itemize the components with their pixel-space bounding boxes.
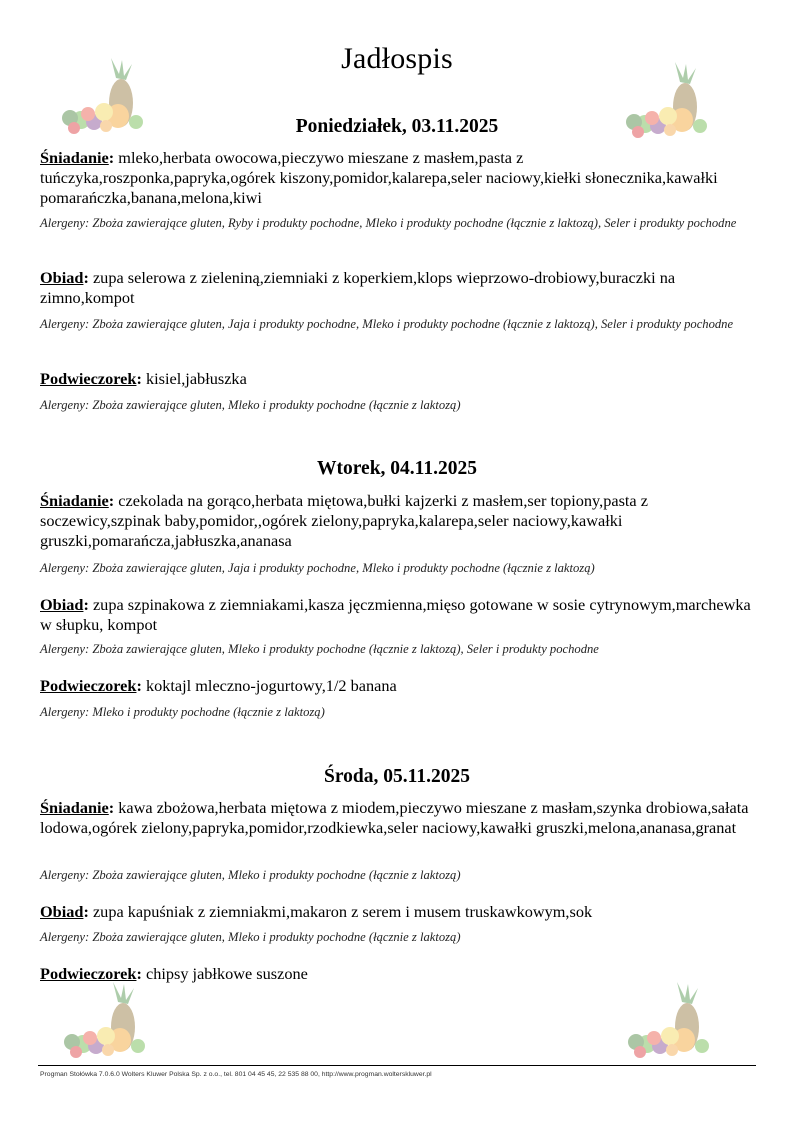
fruit-basket-icon [58,982,158,1062]
meal-lunch [40,268,760,308]
meal-lunch [40,595,760,635]
meal-text: koktajl mleczno-jogurtowy,1/2 banana [145,676,397,695]
allergens-text: Alergeny: Zboża zawierające gluten, Mleko i produkty pochodne (łącznie z laktozą), Seler i produkty pochodne [40,642,599,656]
meal-text: chipsy jabłkowe suszone [145,964,308,983]
meal-label: Śniadanie [40,491,109,510]
meal-colon: : [83,268,89,287]
meal-label: Śniadanie [40,148,109,167]
meal-text: czekolada na gorąco,herbata miętowa,bułki kajzerki z masłem,ser topiony,pasta z soczewicy,szpinak baby,pomidor,,ogórek zielony,papryka,kalarepa,seler naciowy,kawałki gruszki,pomarańcza,jabłuszka,ananasa [40,491,648,550]
meal-breakfast [40,491,760,551]
meal-text: zupa kapuśniak z ziemniakmi,makaron z serem i musem truskawkowym,sok [92,902,593,921]
day-heading: Środa, 05.11.2025 [324,766,470,787]
footer-text: Progman Stołówka 7.0.6.0 Wolters Kluwer Polska Sp. z o.o., tel. 801 04 45 45, 22 535 88 00, http://www.progman.wolterskluwer.pl [40,1071,432,1078]
meal-breakfast [40,798,760,838]
allergens-text: Alergeny: Zboża zawierające gluten, Ryby i produkty pochodne, Mleko i produkty pochodne (łącznie z laktozą), Seler i produkty pochodne [40,216,737,230]
meal-text: kawa zbożowa,herbata miętowa z miodem,pieczywo mieszane z masłam,szynka drobiowa,sałata lodowa,ogórek zielony,papryka,pomidor,rzodkiewka,seler naciowy,kawałki gruszki,melona,ananasa,granat [40,798,749,837]
meal-label: Obiad [40,595,84,614]
meal-label: Obiad [40,902,84,921]
page-title: Jadłospis [341,42,453,75]
meal-snack [40,964,760,984]
allergens-text: Alergeny: Mleko i produkty pochodne (łącznie z laktozą) [40,705,325,719]
fruit-basket-graphic [58,982,158,1062]
meal-snack [40,369,760,389]
meal-lunch [40,902,760,922]
day-heading: Poniedziałek, 03.11.2025 [295,116,499,137]
meal-breakfast [40,148,760,208]
meal-colon: : [108,798,115,817]
meal-label: Podwieczorek [40,964,137,983]
meal-text: zupa szpinakowa z ziemniakami,kasza jęczmienna,mięso gotowane w sosie cytrynowym,marchewka w słupku, kompot [40,595,751,634]
allergens-text: Alergeny: Zboża zawierające gluten, Mleko i produkty pochodne (łącznie z laktozą) [40,930,461,944]
meal-text: mleko,herbata owocowa,pieczywo mieszane z masłem,pasta z tuńczyka,roszponka,papryka,ogórek kiszony,pomidor,kalarepa,seler naciowy,kiełki słonecznika,kawałki pomarańczka,banana,melona,kiwi [40,148,718,207]
meal-label: Podwieczorek [40,676,137,695]
meal-colon: : [108,148,115,167]
meal-colon: : [83,902,89,921]
meal-label: Obiad [40,268,84,287]
fruit-basket-graphic [622,982,722,1062]
meal-colon: : [136,676,142,695]
meal-label: Podwieczorek [40,369,137,388]
footer-divider [38,1065,756,1066]
day-heading: Wtorek, 04.11.2025 [317,458,477,479]
allergens-text: Alergeny: Zboża zawierające gluten, Mleko i produkty pochodne (łącznie z laktozą) [40,868,461,882]
meal-text: kisiel,jabłuszka [145,369,247,388]
meal-colon: : [136,369,142,388]
meal-label: Śniadanie [40,798,109,817]
allergens-text: Alergeny: Zboża zawierające gluten, Mleko i produkty pochodne (łącznie z laktozą) [40,398,461,412]
meal-text: zupa selerowa z zieleniną,ziemniaki z koperkiem,klops wieprzowo-drobiowy,buraczki na zimno,kompot [40,268,676,307]
allergens-text: Alergeny: Zboża zawierające gluten, Jaja i produkty pochodne, Mleko i produkty pochodne (łącznie z laktozą) [40,561,595,575]
meal-colon: : [83,595,89,614]
meal-snack [40,676,760,696]
meal-colon: : [136,964,142,983]
meal-colon: : [108,491,115,510]
allergens-text: Alergeny: Zboża zawierające gluten, Jaja i produkty pochodne, Mleko i produkty pochodne (łącznie z laktozą), Seler i produkty pochodne [40,317,734,331]
fruit-basket-icon [622,982,722,1062]
